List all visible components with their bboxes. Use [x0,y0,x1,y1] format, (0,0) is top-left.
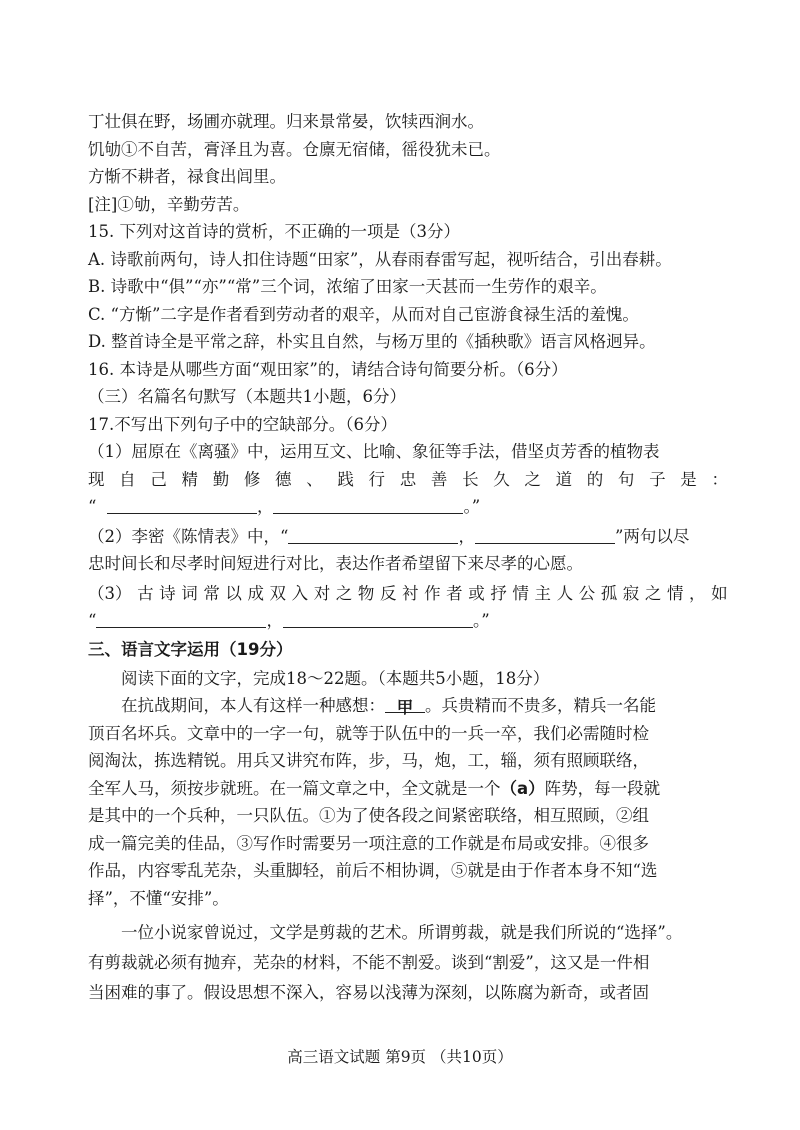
exam-page [88,108,728,1008]
passage-line: 在抗战期间，本人有这样一种感想： 甲 。兵贵精而不贵多，精兵一名能 [121,696,656,717]
question-17-stem: 17.不写出下列句子中的空缺部分。（6分） [88,414,397,434]
poem-note: [注]①劬，辛勤劳苦。 [88,194,250,214]
part3-header: （三）名篇名句默写（本题共1小题，6分） [88,387,406,406]
option-a: A. 诗歌前两句，诗人扣住诗题“田家”，从春雨春雷写起，视听结合，引出春耕。 [88,249,672,269]
option-d: D. 整首诗全是平常之辞，朴实且自然，与杨万里的《插秧歌》语言风格迥异。 [88,332,656,351]
passage-line: 全军人马，须按步就班。在一篇文章之中，全文就是一个（a）阵势，每一段就 [88,778,661,798]
answer-blank[interactable] [283,611,473,628]
poem-line: 丁壮俱在野，场圃亦就理。归来景常晏，饮犊西涧水。 [88,112,484,131]
passage-line: 一位小说家曾说过，文学是剪裁的艺术。所谓剪裁，就是我们所说的“选择”。 [121,923,683,942]
passage-line: 有剪裁就必须有抛弃，芜杂的材料，不能不割爱。谈到“割爱”，这又是一件相 [88,953,650,972]
passage-paragraph-2 [88,918,728,1008]
answer-blank[interactable] [96,611,266,628]
q17-item2-line1: （2）李密《陈情表》中，“ ， ”两句以尽 [88,526,690,546]
section-3-intro: 阅读下面的文字，完成18～22题。（本题共5小题，18分） [121,668,550,688]
question-16: 16. 本诗是从哪些方面“观田家”的，请结合诗句简要分析。（6分） [88,359,568,379]
option-c: C. “方惭”二字是作者看到劳动者的艰辛，从而对自己宦游食禄生活的羞愧。 [88,304,639,324]
answer-blank[interactable] [288,527,458,544]
q17-item1-line1: （1）屈原在《离骚》中，运用互文、比喻、象征等手法，借坚贞芳香的植物表 [88,442,660,461]
answer-blank[interactable] [475,527,615,544]
poem-line: 方惭不耕者，禄食出闾里。 [88,167,286,186]
passage-line: 是其中的一个兵种，一只队伍。①为了使各段之间紧密联络，相互照顾，②组 [88,806,649,825]
poem-line: 饥劬①不自苦，膏泽且为喜。仓廪无宿储，徭役犹未已。 [88,139,501,159]
passage-line: 顶百名坏兵。文章中的一字一句，就等于队伍中的一兵一卒，我们必需随时检 [88,723,649,743]
blank-jia: 甲 [385,694,425,713]
page-footer: 高三语文试题 第9页 （共10页） [287,1048,513,1066]
q17-item3-blanks: “ ， 。” [88,611,490,630]
q17-item1-blanks: “ ， 。” [88,497,481,516]
answer-blank[interactable] [107,497,257,514]
section-3-title: 三、语言文字运用（19分） [88,639,293,659]
passage-line: 作品，内容零乱芜杂，头重脚轻，前后不相协调，⑤就是由于作者本身不知“选 [88,861,658,880]
passage-line: 阅淘汰，拣选精锐。用兵又讲究布阵，步，马，炮，工，辎，须有照顾联络， [88,751,649,770]
answer-blank[interactable] [273,497,463,514]
q17-item3-line1: （3） 古 诗 词 常 以 成 双 入 对 之 物 反 衬 作 者 或 抒 情 主 人 公 孤 寂 之 情 ， 如 [88,583,728,603]
q17-item1-line2: 现 自 己 精 勤 修 德 、 践 行 忠 善 长 久 之 道 的 句 子 是 ： [88,469,728,489]
passage-line: 择”，不懂“安排”。 [88,888,229,908]
passage-line: 当困难的事了。假设思想不深入，容易以浅薄为深刻，以陈腐为新奇，或者固 [88,983,649,1002]
option-b: B. 诗歌中“俱”“亦”“常”三个词，浓缩了田家一天甚而一生劳作的艰辛。 [88,277,607,296]
passage-line: 成一篇完美的佳品，③写作时需要另一项注意的工作就是布局或安排。④很多 [88,833,649,853]
marker-a: （a） [500,778,545,798]
question-15-stem: 15. 下列对这首诗的赏析，不正确的一项是（3分） [88,222,460,241]
q17-item2-line2: 忠时间长和尽孝时间短进行对比，表达作者希望留下来尽孝的心愿。 [88,554,583,573]
